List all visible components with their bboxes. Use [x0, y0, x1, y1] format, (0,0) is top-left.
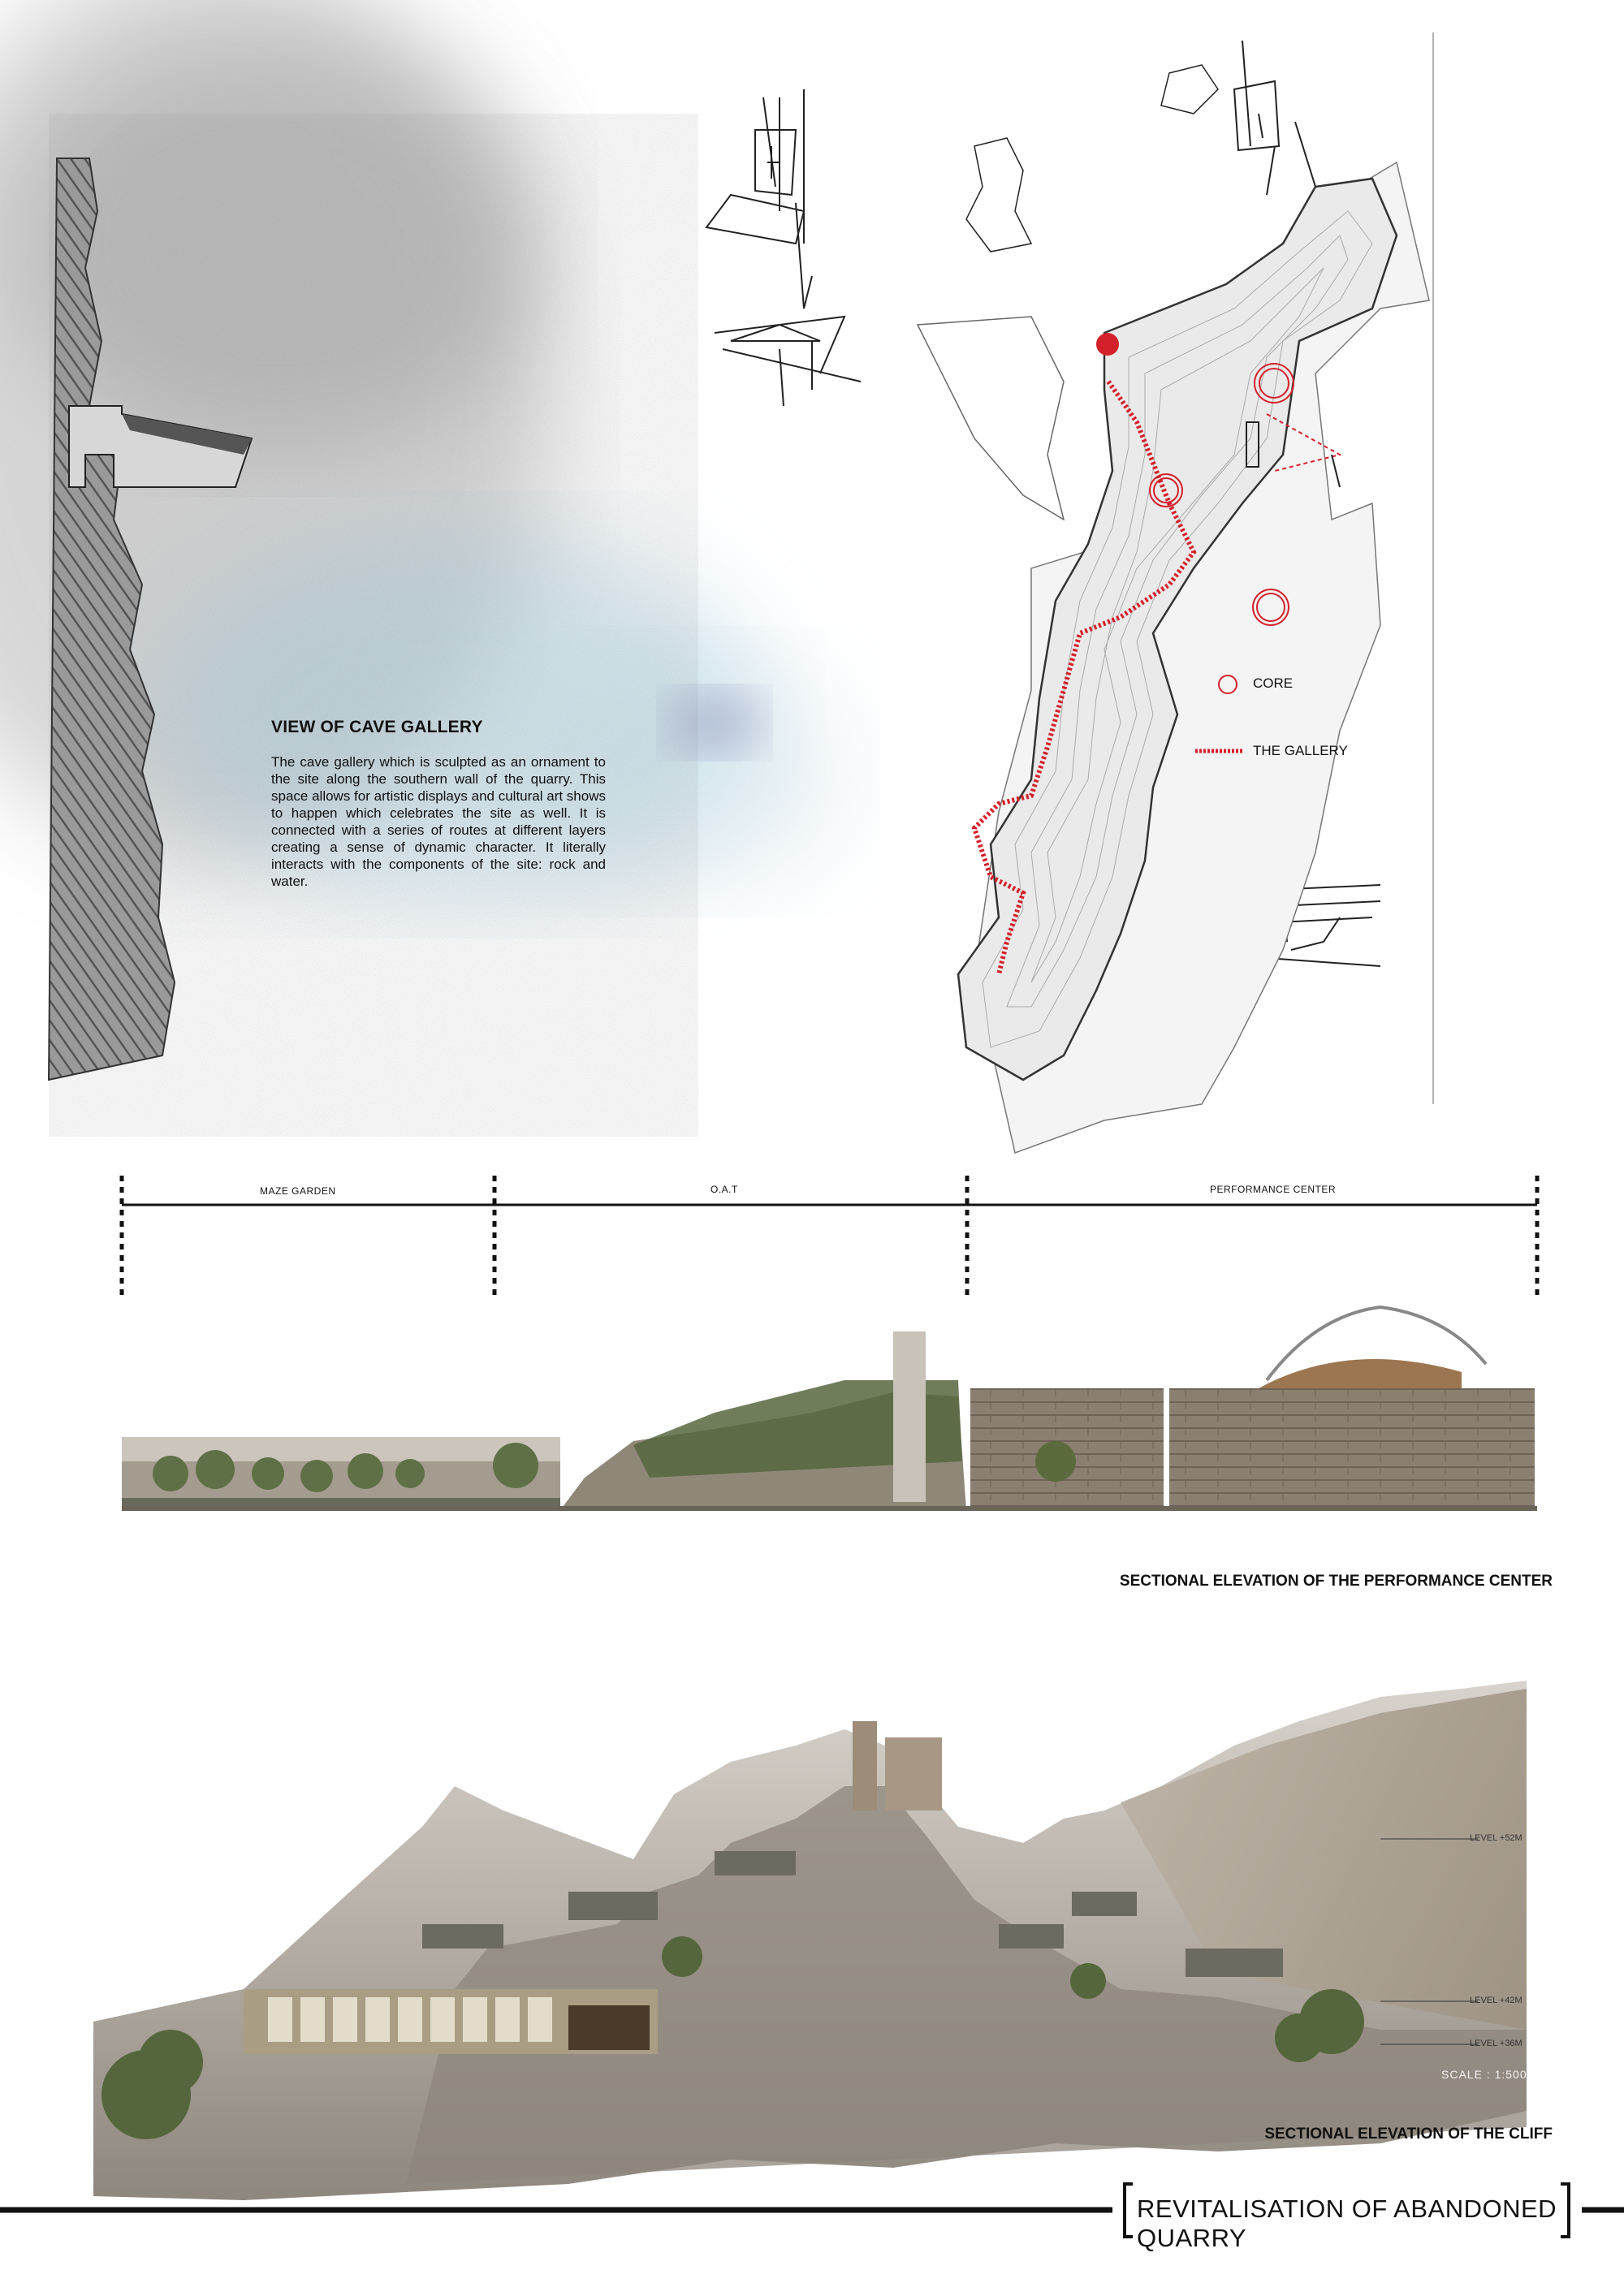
legend-gallery-label: THE GALLERY — [1253, 743, 1348, 758]
zone-label-oat: O.A.T — [710, 1184, 738, 1195]
sheet-title: REVITALISATION OF ABANDONED QUARRY — [1137, 2195, 1557, 2252]
zone-label-maze-garden: MAZE GARDEN — [260, 1185, 336, 1197]
title-bracket-left — [1125, 2184, 1133, 2237]
cave-gallery-title: VIEW OF CAVE GALLERY — [271, 718, 483, 736]
level-label-42: LEVEL +42M — [1470, 1996, 1522, 2005]
cliff-section — [93, 1681, 1527, 2200]
cliff-caption: SECTIONAL ELEVATION OF THE CLIFF — [1264, 2126, 1553, 2143]
scale-label: SCALE : 1:500 — [1441, 2068, 1527, 2081]
performance-center-section — [122, 1307, 1537, 1511]
cave-gallery-view — [0, 0, 844, 1137]
site-plan — [918, 162, 1429, 1153]
performance-center-caption: SECTIONAL ELEVATION OF THE PERFORMANCE CENTER — [1119, 1573, 1553, 1590]
cave-gallery-description: The cave gallery which is sculpted as an ornament to the site along the southern wall of the quarry. This space allows for artistic displays and cultural art shows to happen which celebrates the site as well. It is connected with a series of routes at different layers creating a sense of dynamic character. It literally interacts with the components of the site: rock and water. — [271, 754, 606, 889]
legend-core-label: CORE — [1253, 675, 1294, 691]
zone-label-performance-center: PERFORMANCE CENTER — [1210, 1184, 1337, 1195]
level-label-52: LEVEL +52M — [1470, 1833, 1522, 1843]
level-label-36: LEVEL +36M — [1470, 2039, 1522, 2048]
